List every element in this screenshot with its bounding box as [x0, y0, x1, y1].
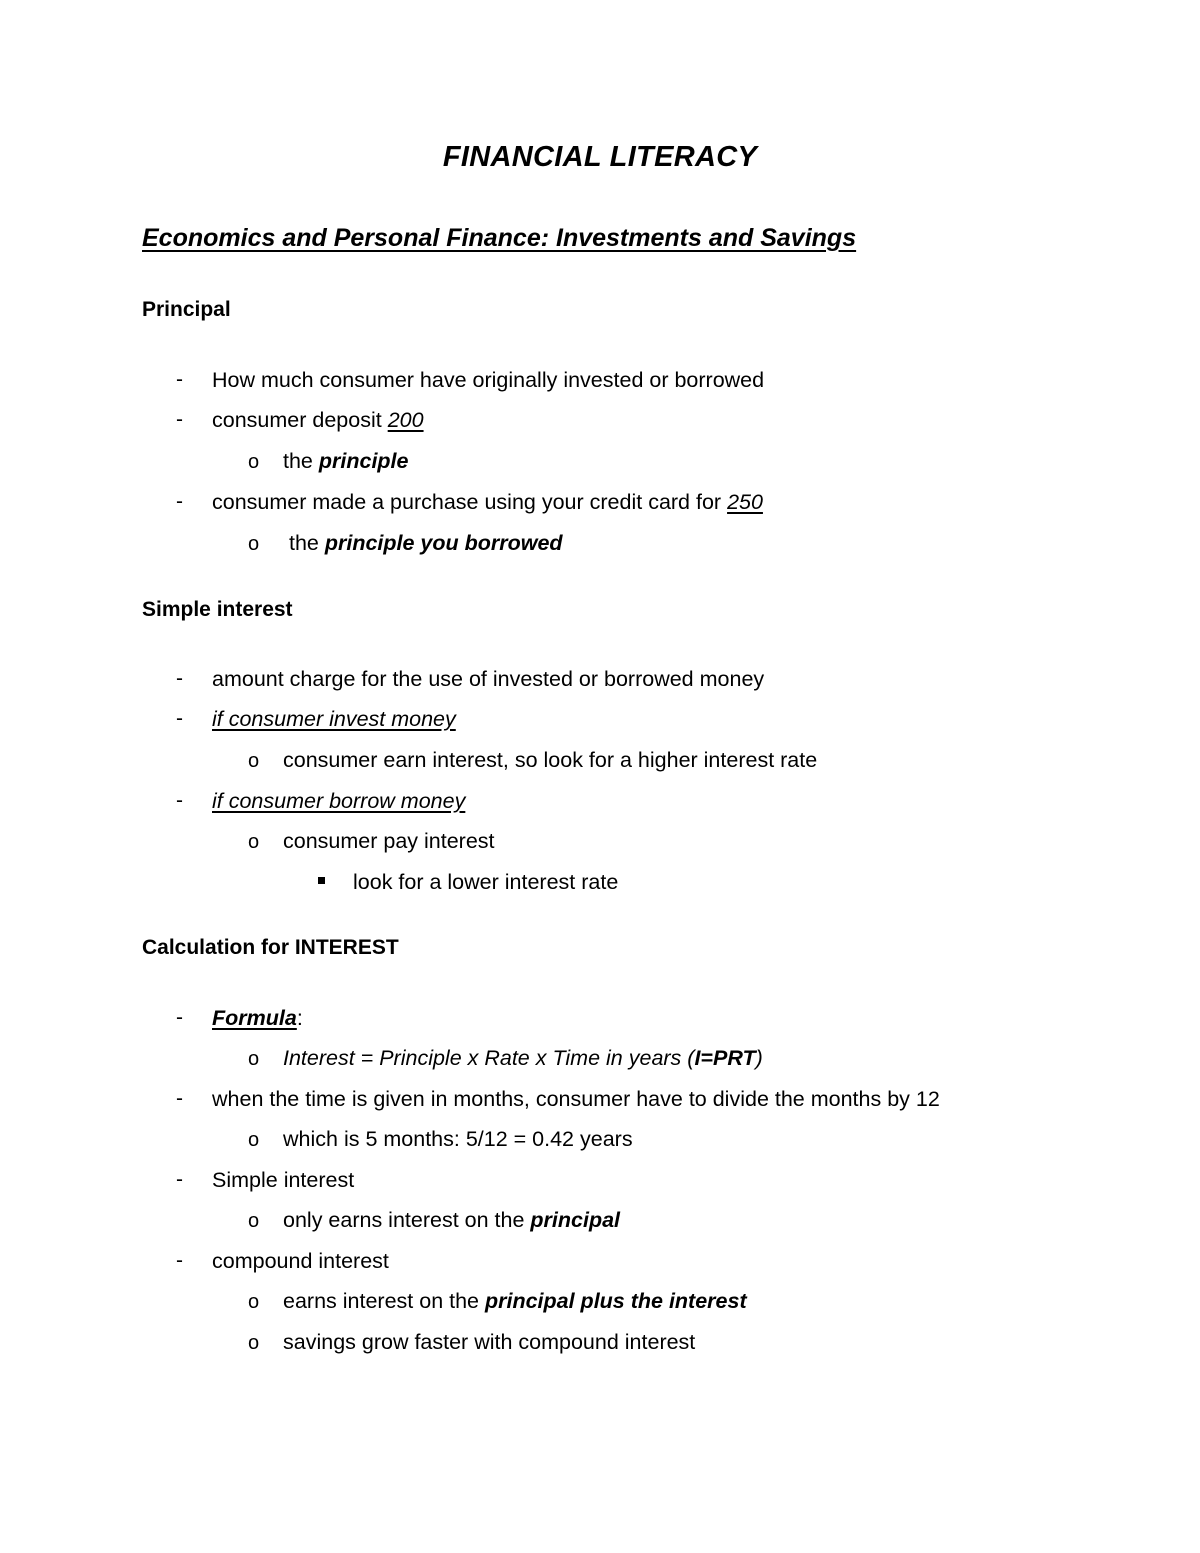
list-item: Simple interest: [212, 1168, 355, 1192]
list-item: [283, 448, 408, 474]
emphasis-text: principle you borrowed: [324, 531, 563, 555]
list-item: [283, 1045, 763, 1071]
dash-bullet: -: [176, 490, 183, 513]
list-item: compound interest: [212, 1249, 389, 1273]
dash-bullet: -: [176, 1168, 183, 1191]
dash-bullet: -: [176, 667, 183, 690]
list-item: consumer earn interest, so look for a higher interest rate: [283, 748, 818, 772]
list-item: [212, 1005, 303, 1031]
list-item-text: the: [283, 531, 325, 555]
circle-bullet: o: [248, 1291, 260, 1313]
list-item: [212, 407, 424, 433]
dash-bullet: -: [176, 1006, 183, 1029]
formula-label: Formula: [212, 1006, 297, 1030]
circle-bullet: o: [248, 1129, 260, 1151]
formula-short: I=PRT: [694, 1046, 756, 1070]
circle-bullet: o: [248, 1048, 260, 1070]
list-item-text: the: [283, 449, 319, 473]
list-item: if consumer invest money: [212, 707, 456, 731]
formula-close: ): [755, 1046, 763, 1070]
circle-bullet: o: [248, 831, 260, 853]
dash-bullet: -: [176, 707, 183, 730]
formula-text: Interest = Principle x Rate x Time in years (: [283, 1046, 695, 1070]
list-item: look for a lower interest rate: [353, 870, 619, 894]
deposit-value: 200: [387, 408, 424, 432]
section-heading-principal: Principal: [142, 298, 231, 321]
document-title: FINANCIAL LITERACY: [442, 141, 758, 173]
list-item: [212, 489, 763, 515]
circle-bullet: o: [248, 451, 260, 473]
purchase-value: 250: [727, 490, 763, 514]
list-item: [283, 1288, 747, 1314]
section-heading-simple-interest: Simple interest: [142, 598, 293, 621]
dash-bullet: -: [176, 1087, 183, 1110]
colon-text: :: [296, 1006, 303, 1030]
circle-bullet: o: [248, 1332, 260, 1354]
list-item-text: consumer deposit: [212, 408, 388, 432]
emphasis-text: principle: [318, 449, 409, 473]
section-heading-calculation: Calculation for INTEREST: [142, 936, 399, 959]
circle-bullet: o: [248, 750, 260, 772]
list-item: consumer pay interest: [283, 829, 495, 853]
list-item: amount charge for the use of invested or borrowed money: [212, 667, 765, 691]
list-item: [283, 1207, 620, 1233]
dash-bullet: -: [176, 368, 183, 391]
list-item: when the time is given in months, consumer have to divide the months by 12: [212, 1087, 940, 1111]
list-item: if consumer borrow money: [212, 789, 466, 813]
dash-bullet: -: [176, 1249, 183, 1272]
list-item: [283, 530, 563, 556]
circle-bullet: o: [248, 1210, 260, 1232]
emphasis-text: principal plus the interest: [484, 1289, 747, 1313]
document-subtitle: Economics and Personal Finance: Investments and Savings: [142, 224, 857, 252]
dash-bullet: -: [176, 408, 183, 431]
list-item-text: consumer made a purchase using your credit card for: [212, 490, 728, 514]
square-bullet: [318, 877, 325, 884]
circle-bullet: o: [248, 533, 260, 555]
dash-bullet: -: [176, 789, 183, 812]
list-item: savings grow faster with compound interest: [283, 1330, 696, 1354]
emphasis-text: principal: [530, 1208, 621, 1232]
list-item-text: earns interest on the: [283, 1289, 485, 1313]
list-item: How much consumer have originally invested or borrowed: [212, 368, 765, 392]
list-item: which is 5 months: 5/12 = 0.42 years: [283, 1127, 633, 1151]
list-item-text: only earns interest on the: [283, 1208, 531, 1232]
